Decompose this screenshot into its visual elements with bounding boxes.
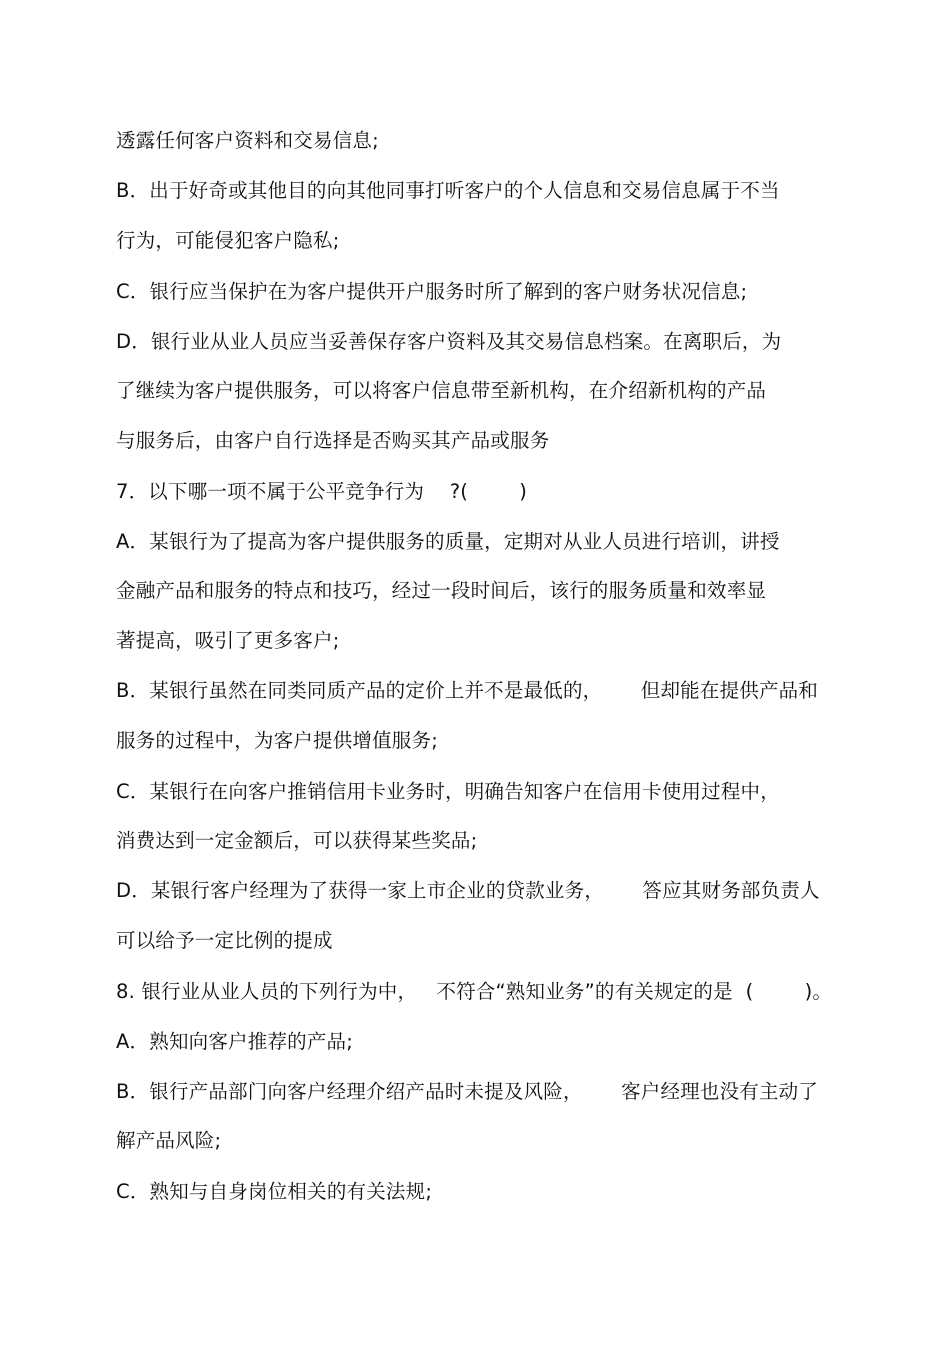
option-c-q7-line: C．某银行在向客户推销信用卡业务时，明确告知客户在信用卡使用过程中， [116,780,780,803]
text-line: 金融产品和服务的特点和技巧，经过一段时间后，该行的服务质量和效率显 [116,579,767,602]
option-c-q8-line: C．熟知与自身岗位相关的有关法规; [116,1180,433,1203]
option-d-q7-line: D．某银行客户经理为了获得一家上市企业的贷款业务， 答应其财务部负责人 [116,879,820,902]
option-b-q7-line: B．某银行虽然在同类同质产品的定价上并不是最低的， 但却能在提供产品和 [116,679,819,702]
option-a-q7-line: A．某银行为了提高为客户提供服务的质量，定期对从业人员进行培训，讲授 [116,530,780,553]
text-line: 著提高，吸引了更多客户; [116,629,340,652]
text-line: 可以给予一定比例的提成 [116,929,333,952]
text-line: 与服务后，由客户自行选择是否购买其产品或服务 [116,429,550,452]
option-b-q6-line: B．出于好奇或其他目的向其他同事打听客户的个人信息和交易信息属于不当 [116,179,780,202]
text-line: 服务的过程中，为客户提供增值服务; [116,729,438,752]
text-line: 透露任何客户资料和交易信息; [116,129,379,152]
option-c-q6-line: C．银行应当保护在为客户提供开户服务时所了解到的客户财务状况信息; [116,280,748,303]
question-8: 8. 银行业从业人员的下列行为中， 不符合“熟知业务”的有关规定的是 ( )。 [116,980,833,1003]
text-line: 消费达到一定金额后，可以获得某些奖品; [116,829,478,852]
text-line: 行为，可能侵犯客户隐私; [116,229,340,252]
question-7: 7．以下哪一项不属于公平竞争行为 ?( ) [116,480,528,503]
option-b-q8-line: B．银行产品部门向客户经理介绍产品时未提及风险， 客户经理也没有主动了 [116,1080,819,1103]
option-d-q6-line: D．银行业从业人员应当妥善保存客户资料及其交易信息档案。在离职后，为 [116,330,782,353]
text-line: 解产品风险; [116,1129,222,1152]
option-a-q8-line: A．熟知向客户推荐的产品; [116,1030,354,1053]
text-line: 了继续为客户提供服务，可以将客户信息带至新机构，在介绍新机构的产品 [116,379,767,402]
